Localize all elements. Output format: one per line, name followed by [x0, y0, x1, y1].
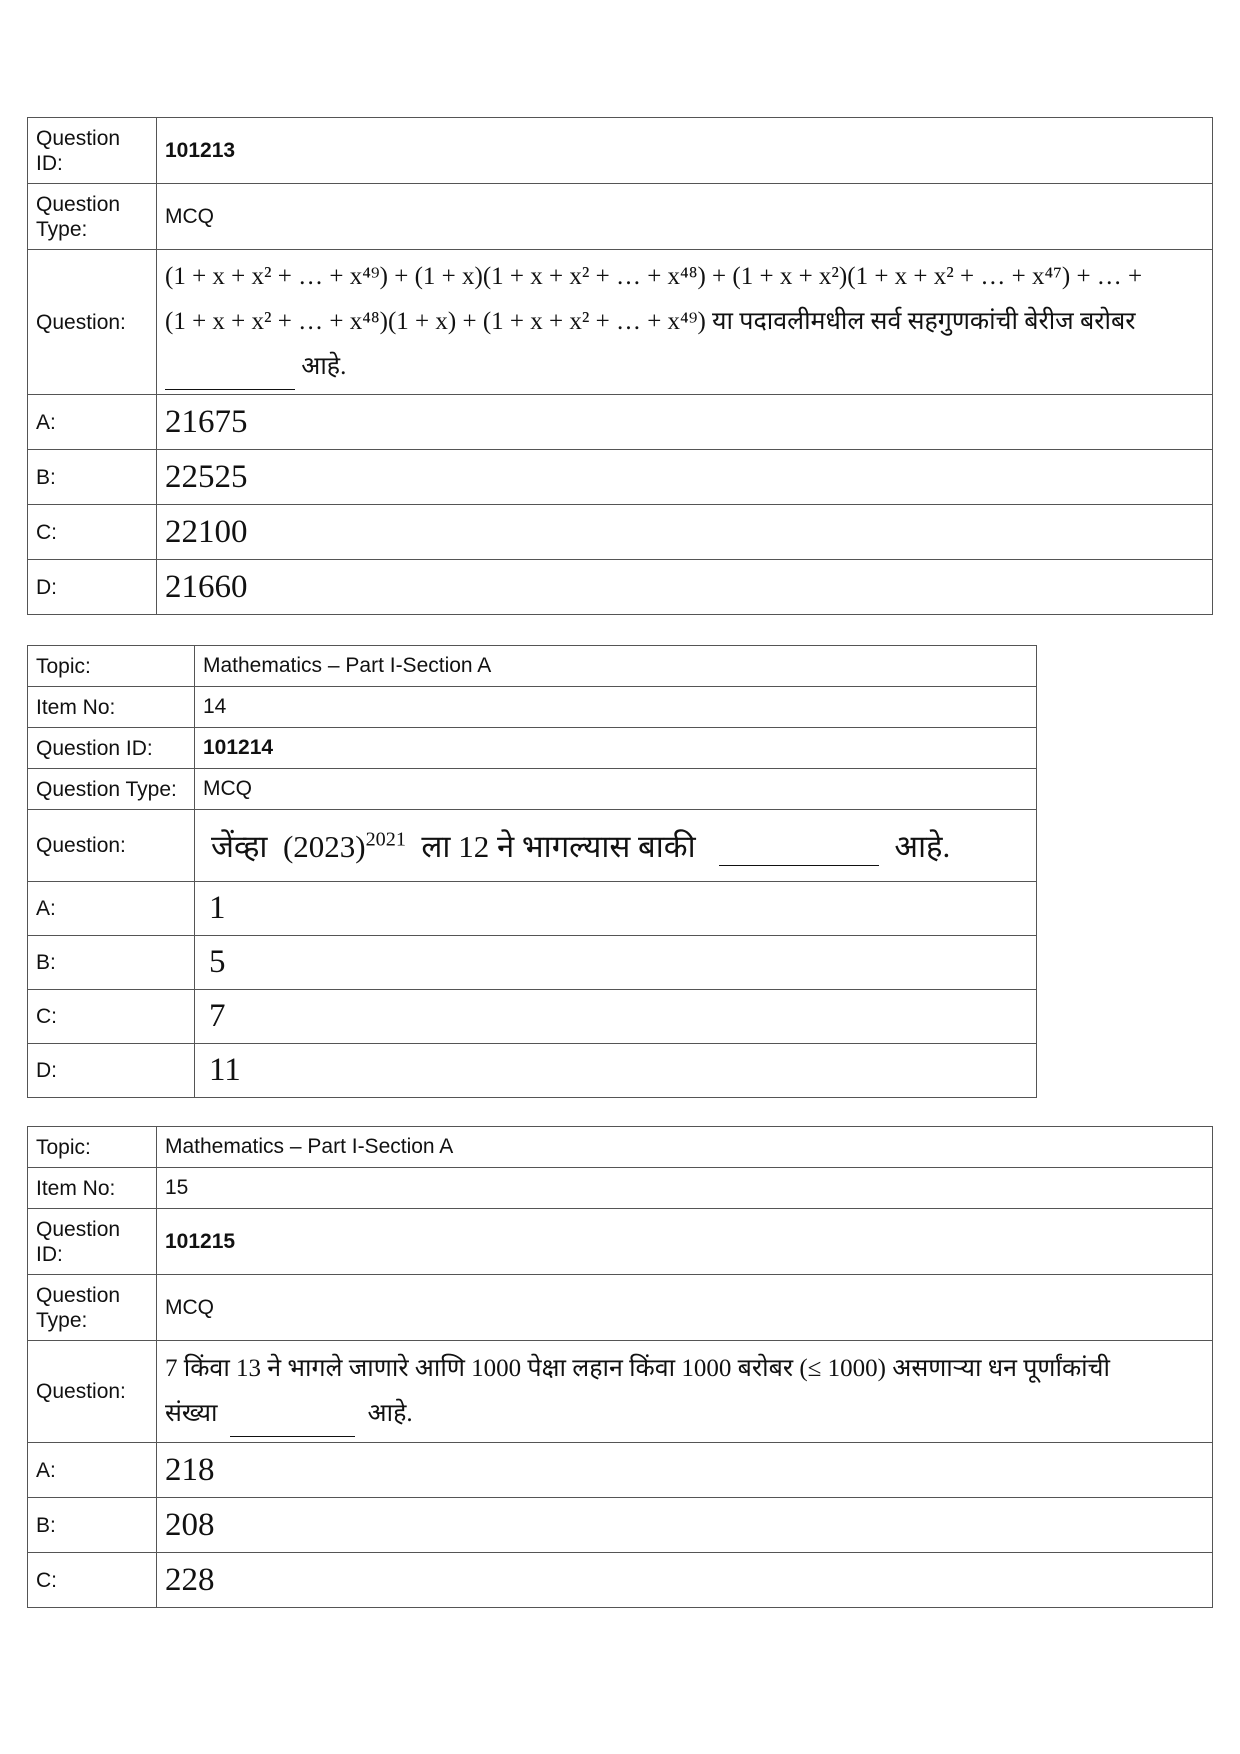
- question-text-start: जेंव्हा: [211, 828, 268, 864]
- topic-value: Mathematics – Part I-Section A: [157, 1127, 1213, 1168]
- option-a-value: 1: [195, 882, 1037, 936]
- question-text-mid: ला 12 ने भागल्यास बाकी: [421, 828, 696, 864]
- question-text-end: आहे.: [301, 353, 347, 380]
- option-d-value: 11: [195, 1044, 1037, 1098]
- option-c-label: C:: [28, 990, 195, 1044]
- question-id-label: Question ID:: [28, 1209, 157, 1275]
- question-base: (2023): [282, 828, 366, 864]
- option-c-value: 22100: [157, 505, 1213, 560]
- topic-value: Mathematics – Part I-Section A: [195, 646, 1037, 687]
- option-b-label: B:: [28, 450, 157, 505]
- option-b-label: B:: [28, 936, 195, 990]
- answer-blank: [165, 344, 295, 390]
- topic-label: Topic:: [28, 1127, 157, 1168]
- item-no-value: 14: [195, 687, 1037, 728]
- option-c-label: C:: [28, 1553, 157, 1608]
- question-id-value: 101213: [157, 118, 1213, 184]
- question-table-101213: [27, 117, 1213, 615]
- question-id-label: Question ID:: [28, 728, 195, 769]
- question-line-1: 7 किंवा 13 ने भागले जाणारे आणि 1000 पेक्षा लहान किंवा 1000 बरोबर (≤ 1000) असणाऱ्या धन पूर्णांकांची: [165, 1355, 1110, 1382]
- question-type-label: Question Type:: [28, 769, 195, 810]
- option-a-value: 21675: [157, 395, 1213, 450]
- item-no-value: 15: [157, 1168, 1213, 1209]
- question-table-101214: [27, 645, 1037, 1098]
- option-b-value: 208: [157, 1498, 1213, 1553]
- option-b-value: 5: [195, 936, 1037, 990]
- question-type-value: MCQ: [157, 184, 1213, 250]
- question-text-after: या पदावलीमधील सर्व सहगुणकांची बेरीज बरोबर: [712, 308, 1136, 335]
- option-a-label: A:: [28, 395, 157, 450]
- question-label: Question:: [28, 810, 195, 882]
- option-b-value: 22525: [157, 450, 1213, 505]
- question-type-value: MCQ: [195, 769, 1037, 810]
- option-b-label: B:: [28, 1498, 157, 1553]
- option-d-label: D:: [28, 560, 157, 615]
- question-text-end: आहे.: [367, 1400, 413, 1427]
- answer-blank: [719, 829, 879, 866]
- question-expression-line-2: (1 + x + x² + … + x⁴⁸)(1 + x) + (1 + x + x² + … + x⁴⁹): [165, 308, 706, 335]
- option-c-value: 228: [157, 1553, 1213, 1608]
- item-no-label: Item No:: [28, 1168, 157, 1209]
- option-a-value: 218: [157, 1443, 1213, 1498]
- option-c-value: 7: [195, 990, 1037, 1044]
- topic-label: Topic:: [28, 646, 195, 687]
- answer-blank: [230, 1391, 355, 1437]
- question-type-label: Question Type:: [28, 1275, 157, 1341]
- question-expression-line-1: (1 + x + x² + … + x⁴⁹) + (1 + x)(1 + x + x² + … + x⁴⁸) + (1 + x + x²)(1 + x + x² + … + x⁴⁷) + … +: [165, 263, 1143, 290]
- question-text: [157, 1341, 1213, 1443]
- option-d-value: 21660: [157, 560, 1213, 615]
- question-text: [157, 250, 1213, 395]
- question-id-label: Question ID:: [28, 118, 157, 184]
- question-type-label: Question Type:: [28, 184, 157, 250]
- question-id-value: 101215: [157, 1209, 1213, 1275]
- question-text: [195, 810, 1037, 882]
- question-id-value: 101214: [195, 728, 1037, 769]
- question-type-value: MCQ: [157, 1275, 1213, 1341]
- question-label: Question:: [28, 250, 157, 395]
- item-no-label: Item No:: [28, 687, 195, 728]
- option-c-label: C:: [28, 505, 157, 560]
- question-line-2: संख्या: [165, 1400, 218, 1427]
- option-a-label: A:: [28, 882, 195, 936]
- question-label: Question:: [28, 1341, 157, 1443]
- question-text-end: आहे.: [894, 828, 951, 864]
- option-a-label: A:: [28, 1443, 157, 1498]
- question-table-101215: [27, 1126, 1213, 1608]
- question-exponent: 2021: [365, 828, 406, 851]
- option-d-label: D:: [28, 1044, 195, 1098]
